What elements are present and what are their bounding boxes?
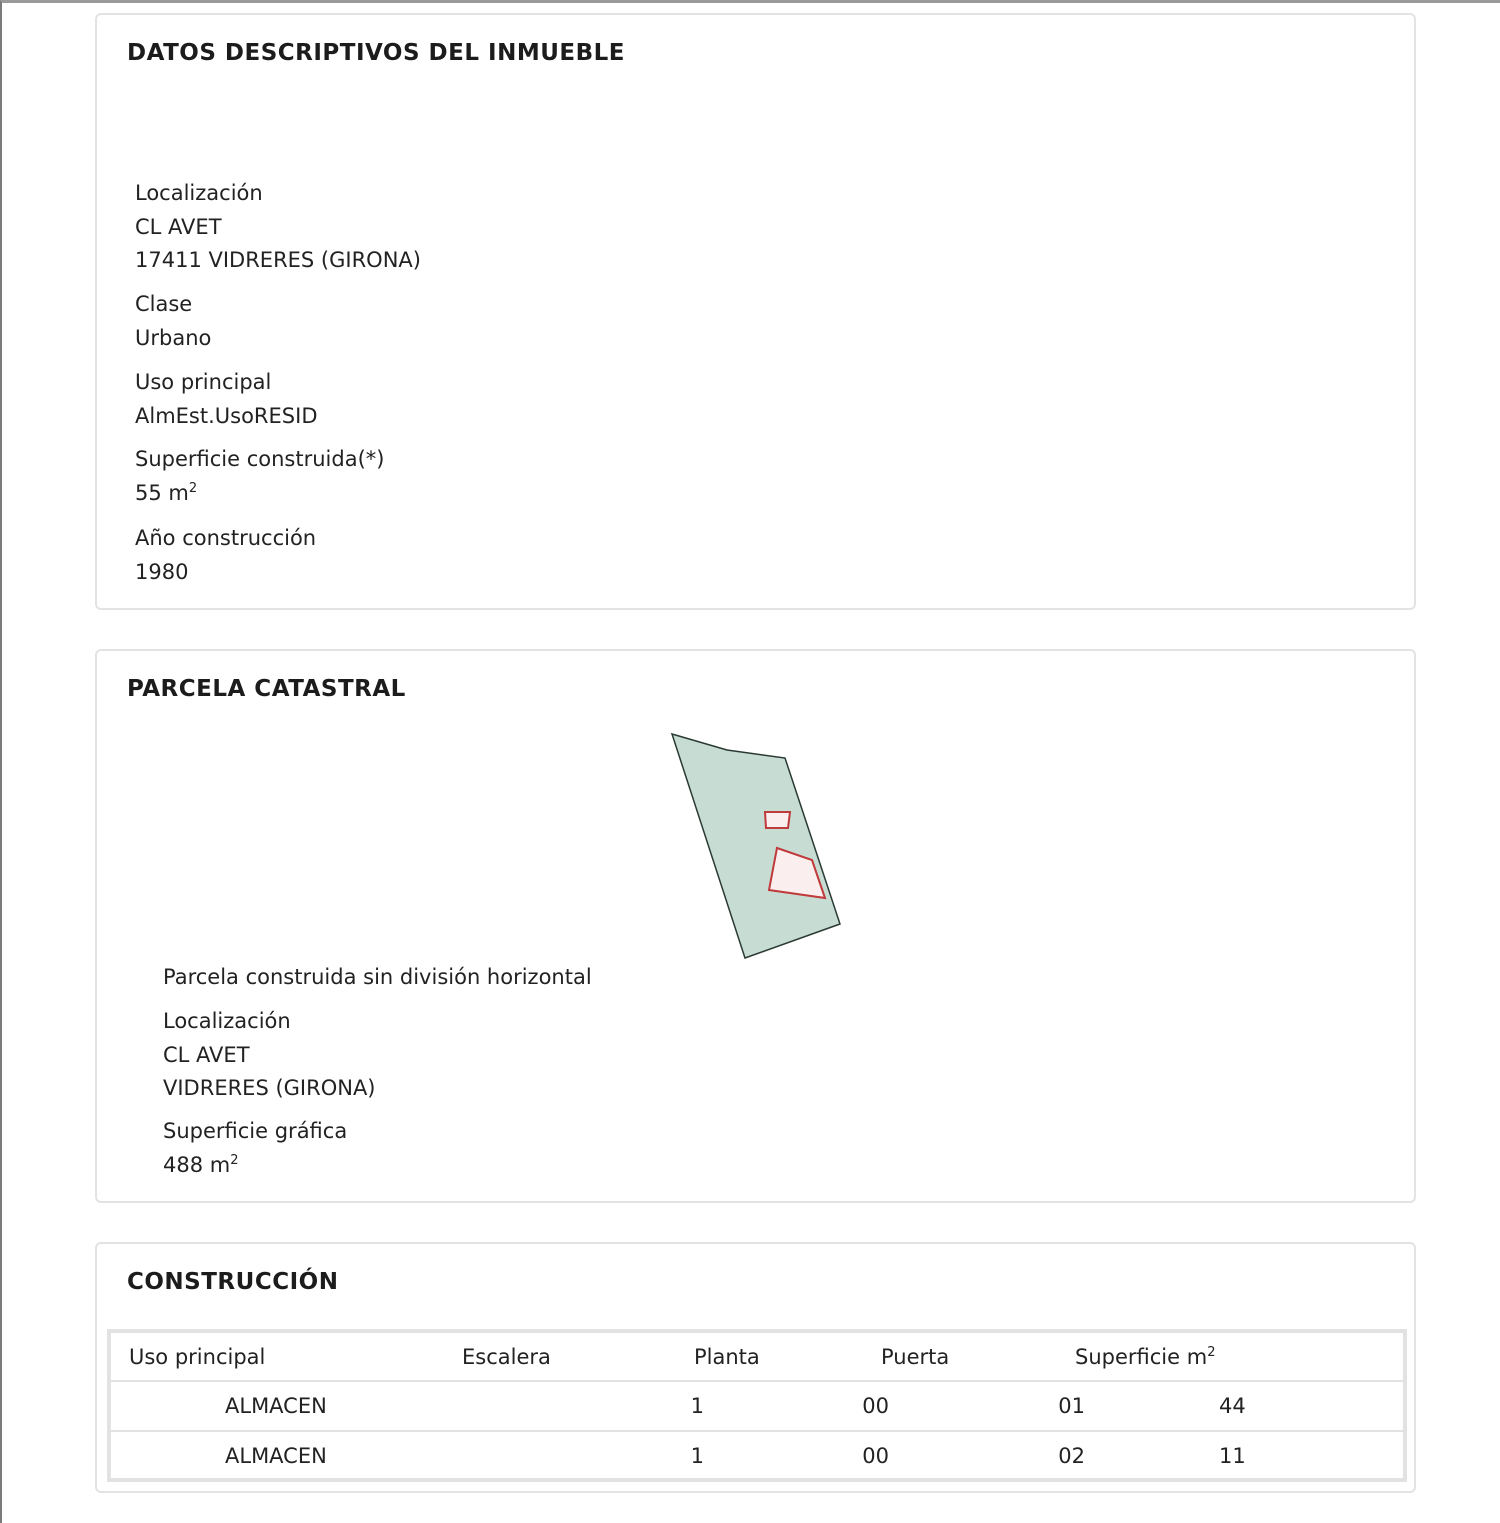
header-planta: Planta [694, 1333, 881, 1381]
clase-label: Clase [135, 292, 193, 316]
cell-puerta-text: 02 [1058, 1444, 1085, 1468]
cell-uso: ALMACEN [225, 1444, 327, 1468]
cell-superficie-text: 44 [1219, 1394, 1246, 1418]
header-superficie-text: Superficie m [1075, 1344, 1208, 1369]
header-puerta: Puerta [881, 1333, 1075, 1381]
cell-planta [694, 1381, 889, 1431]
localizacion-line2: 17411 VIDRERES (GIRONA) [135, 248, 421, 272]
datos-title: DATOS DESCRIPTIVOS DEL INMUEBLE [127, 40, 626, 66]
construccion-table-wrap [107, 1329, 1407, 1482]
parcela-localizacion-line2: VIDRERES (GIRONA) [163, 1076, 376, 1100]
cell-escalera [462, 1431, 704, 1480]
parcela-title: PARCELA CATASTRAL [127, 676, 406, 702]
header-escalera: Escalera [462, 1333, 694, 1381]
cell-escalera-text: 1 [690, 1444, 704, 1468]
header-superficie-sup: 2 [1207, 1344, 1216, 1360]
cell-puerta-text: 01 [1058, 1394, 1085, 1418]
cell-puerta [881, 1431, 1085, 1480]
uso-principal-label: Uso principal [135, 370, 272, 394]
cell-superficie [1075, 1381, 1403, 1431]
cell-planta-text: 00 [862, 1394, 889, 1418]
superficie-grafica-number: 488 m [163, 1153, 231, 1177]
superficie-construida-label: Superficie construida(*) [135, 447, 385, 471]
anio-construccion-value: 1980 [135, 560, 189, 584]
superficie-construida-unit-sup: 2 [188, 481, 198, 496]
uso-principal-value: AlmEst.UsoRESID [135, 404, 318, 428]
cell-uso: ALMACEN [111, 1381, 462, 1431]
cell-escalera [462, 1381, 704, 1431]
cell-superficie-text: 11 [1219, 1444, 1246, 1468]
cell-escalera-text: 1 [690, 1394, 704, 1418]
superficie-grafica-value [163, 1153, 239, 1177]
parcela-tipo: Parcela construida sin división horizontal [163, 965, 592, 989]
clase-value: Urbano [135, 326, 212, 350]
table-row [111, 1431, 1403, 1480]
construccion-panel [95, 1242, 1416, 1493]
datos-descriptivos-panel [95, 13, 1416, 610]
parcela-localizacion-label: Localización [163, 1009, 291, 1033]
localizacion-line1: CL AVET [135, 215, 222, 239]
header-superficie [1075, 1333, 1403, 1381]
table-row [111, 1381, 1403, 1431]
localizacion-label: Localización [135, 181, 263, 205]
cell-planta [694, 1431, 889, 1480]
parcela-catastral-panel [95, 649, 1416, 1203]
superficie-construida-value [135, 481, 197, 505]
parcela-localizacion-line1: CL AVET [163, 1043, 250, 1067]
superficie-grafica-unit-sup: 2 [230, 1153, 239, 1168]
building-small [765, 812, 790, 828]
anio-construccion-label: Año construcción [135, 526, 317, 550]
cell-planta-text: 00 [862, 1444, 889, 1468]
superficie-grafica-label: Superficie gráfica [163, 1119, 348, 1143]
construccion-table [111, 1333, 1403, 1480]
superficie-construida-number: 55 m [135, 481, 189, 505]
parcel-map [657, 726, 857, 966]
header-uso-principal: Uso principal [111, 1333, 462, 1381]
table-header-row [111, 1333, 1403, 1381]
construccion-title: CONSTRUCCIÓN [127, 1269, 339, 1295]
parcel-outline [672, 734, 840, 958]
cell-superficie [1075, 1431, 1403, 1480]
cell-puerta [881, 1381, 1085, 1431]
